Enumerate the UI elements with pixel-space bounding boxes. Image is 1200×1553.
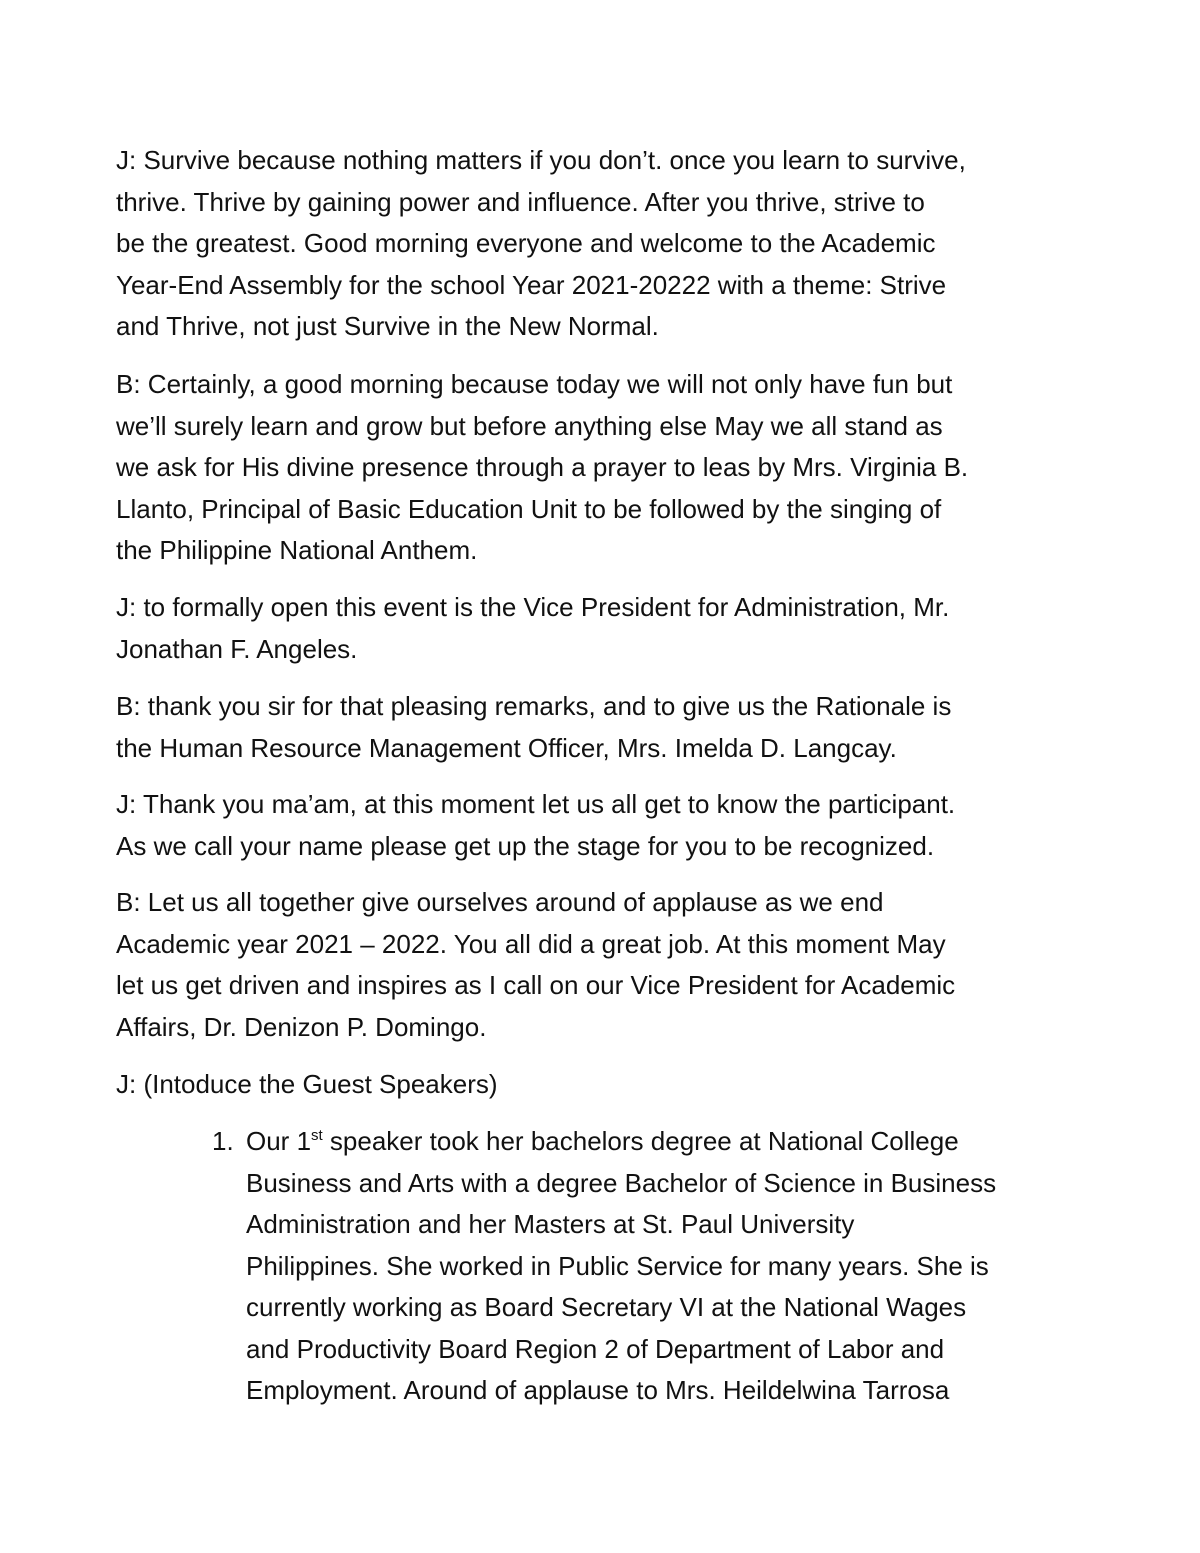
list-text: [246, 1121, 1082, 1412]
list-body: speaker took her bachelors degree at National College Business and Arts with a degree Bachelor of Science in Business Administration and her Masters at St. Paul University Philippines. She worked in Public Service for many years. She is currently working as Board Secretary VI at the National Wages and Productivity Board Region 2 of Department of Labor and Employment. Around of applause to Mrs. Heildelwina Tarrosa: [246, 1126, 997, 1405]
paragraph-applause: B: Let us all together give ourselves around of applause as we end Academic year 2021 – 2022. You all did a great job. At this moment May let us get driven and inspires as I call on our Vice President for Academic Affairs, Dr. Denizon P. Domingo.: [116, 887, 956, 1042]
list-number: 1.: [212, 1126, 234, 1156]
paragraph-participants: J: Thank you ma’am, at this moment let us all get to know the participant. As we call your name please get up the stage for you to be recognized.: [116, 789, 956, 861]
list-item-first-speaker: [212, 1121, 1082, 1412]
paragraph-opening-remarks: J: to formally open this event is the Vice President for Administration, Mr. Jonathan F. Angeles.: [116, 592, 950, 664]
paragraph-rationale: B: thank you sir for that pleasing remarks, and to give us the Rationale is the Human Resource Management Officer, Mrs. Imelda D. Langcay.: [116, 691, 952, 763]
paragraph-prayer: B: Certainly, a good morning because today we will not only have fun but we’ll surely learn and grow but before anything else May we all stand as we ask for His divine presence through a prayer to leas by Mrs. Virginia B. Llanto, Principal of Basic Education Unit to be followed by the singing of the Philippine National Anthem.: [116, 369, 969, 565]
paragraph-opening: J: Survive because nothing matters if you don’t. once you learn to survive, thrive. Thrive by gaining power and influence. After you thrive, strive to be the greatest. Good morning everyone and welcome to the Academic Year-End Assembly for the school Year 2021-20222 with a theme: Strive and Thrive, not just Survive in the New Normal.: [116, 145, 966, 341]
ordinal-superscript: st: [311, 1127, 323, 1144]
paragraph-guest-speakers: J: (Intoduce the Guest Speakers): [116, 1069, 498, 1099]
list-lead: Our 1: [246, 1126, 312, 1156]
